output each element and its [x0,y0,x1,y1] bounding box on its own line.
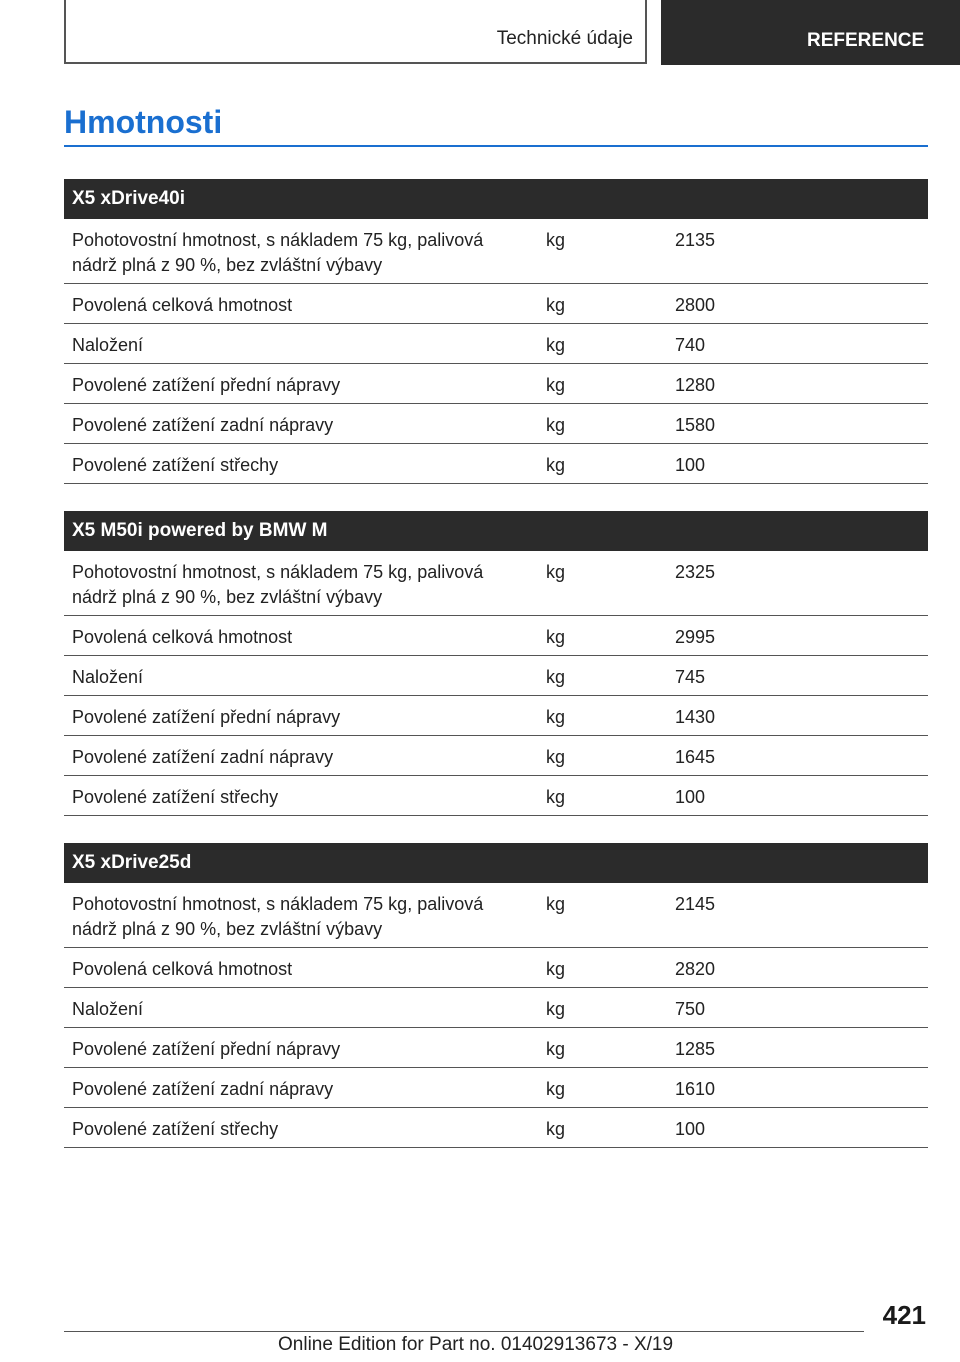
table-row [64,696,928,736]
row-unit: kg [546,455,566,475]
section-tab-label: Technické údaje [496,28,633,49]
row-value: 2325 [675,562,716,582]
row-label: Povolené zatížení zadní nápravy [72,747,334,767]
table-row [64,736,928,776]
table-header: X5 M50i powered by BMW M [64,511,928,551]
row-value: 2800 [675,295,716,315]
row-label: Povolené zatížení přední nápravy [72,375,341,395]
page-title: Hmotnosti [64,104,223,140]
row-label: Povolené zatížení střechy [72,787,279,807]
footer-divider [64,1331,864,1332]
row-label: Pohotovostní hmotnost, s nákladem 75 kg, palivová nádrž plná z 90 %, bez zvláštní výbavy [72,894,484,939]
row-unit: kg [546,1119,566,1139]
row-unit: kg [546,999,566,1019]
weights-table-x5-m50i [64,511,928,816]
table-row [64,1108,928,1148]
table-row [64,656,928,696]
row-value: 745 [675,667,706,687]
row-value: 740 [675,335,706,355]
table-row [64,776,928,816]
row-label: Povolené zatížení zadní nápravy [72,415,334,435]
row-label: Povolené zatížení přední nápravy [72,707,341,727]
table-header: X5 xDrive40i [64,179,928,219]
row-unit: kg [546,295,566,315]
row-label: Pohotovostní hmotnost, s nákladem 75 kg, palivová nádrž plná z 90 %, bez zvláštní výbavy [72,562,484,607]
table-row [64,219,928,284]
table-row [64,616,928,656]
row-value: 1610 [675,1079,716,1099]
table-row [64,948,928,988]
weights-table-x5-xdrive25d [64,843,928,1148]
row-value: 750 [675,999,706,1019]
row-label: Pohotovostní hmotnost, s nákladem 75 kg, palivová nádrž plná z 90 %, bez zvláštní výbavy [72,230,484,275]
row-value: 2145 [675,894,716,914]
table-row [64,284,928,324]
title-divider [64,145,928,147]
row-unit: kg [546,230,566,250]
page-header [0,0,960,66]
row-value: 1430 [675,707,716,727]
reference-tab [661,0,960,65]
row-unit: kg [546,707,566,727]
row-unit: kg [546,415,566,435]
row-unit: kg [546,894,566,914]
row-value: 100 [675,787,706,807]
row-label: Povolená celková hmotnost [72,295,293,315]
row-unit: kg [546,1079,566,1099]
row-value: 2135 [675,230,716,250]
row-value: 1285 [675,1039,716,1059]
table-row [64,324,928,364]
row-value: 1580 [675,415,716,435]
row-value: 100 [675,1119,706,1139]
row-label: Povolené zatížení střechy [72,1119,279,1139]
page-number: 421 [882,1300,926,1330]
row-label: Povolené zatížení přední nápravy [72,1039,341,1059]
row-value: 1645 [675,747,716,767]
weights-table-x5-xdrive40i [64,179,928,484]
table-row [64,551,928,616]
row-label: Naložení [72,999,144,1019]
row-label: Povolené zatížení střechy [72,455,279,475]
row-value: 2820 [675,959,716,979]
table-row [64,364,928,404]
row-unit: kg [546,787,566,807]
row-label: Povolená celková hmotnost [72,959,293,979]
table-row [64,404,928,444]
table-row [64,1068,928,1108]
row-unit: kg [546,1039,566,1059]
section-tab [64,0,647,64]
row-unit: kg [546,667,566,687]
row-label: Naložení [72,667,144,687]
table-header: X5 xDrive25d [64,843,928,883]
table-row [64,444,928,484]
row-unit: kg [546,627,566,647]
row-value: 2995 [675,627,716,647]
row-label: Naložení [72,335,144,355]
row-value: 100 [675,455,706,475]
edition-note: Online Edition for Part no. 01402913673 - X/19 [278,1334,674,1355]
row-unit: kg [546,959,566,979]
table-row [64,883,928,948]
reference-tab-label: REFERENCE [807,30,925,51]
row-unit: kg [546,335,566,355]
row-label: Povolené zatížení zadní nápravy [72,1079,334,1099]
row-unit: kg [546,375,566,395]
row-unit: kg [546,747,566,767]
row-label: Povolená celková hmotnost [72,627,293,647]
row-unit: kg [546,562,566,582]
row-value: 1280 [675,375,716,395]
table-row [64,988,928,1028]
table-row [64,1028,928,1068]
